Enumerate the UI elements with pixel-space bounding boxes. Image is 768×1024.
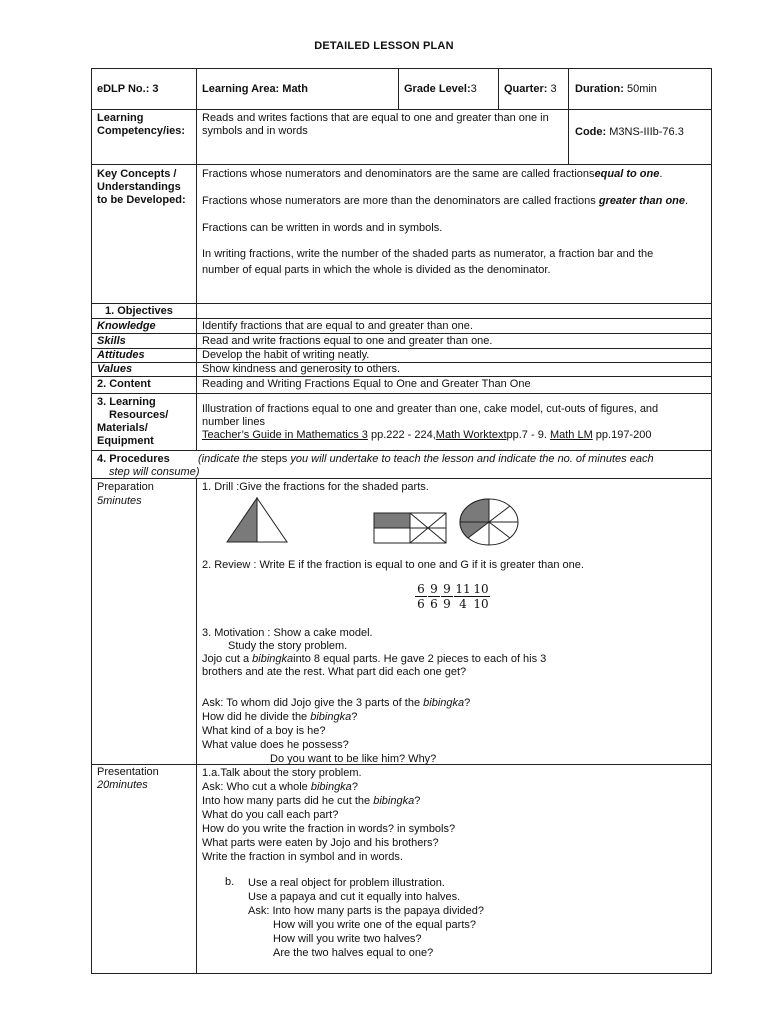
- story-line: [202, 653, 707, 666]
- sub-step-line: Use a real object for problem illustration.: [248, 877, 445, 889]
- sub-step-line: How will you write two halves?: [273, 933, 422, 945]
- presentation-line: 1.a.Talk about the story problem.: [202, 767, 362, 779]
- reference-pages: pp.222 - 224,: [367, 429, 436, 441]
- sub-step-line: Use a papaya and cut it equally into halves.: [248, 891, 461, 903]
- story-bibingka: bibingka: [252, 653, 294, 665]
- motivation-line: 3. Motivation : Show a cake model.: [202, 627, 373, 639]
- competency-label: [97, 112, 185, 138]
- fraction-denominator: 6: [417, 597, 425, 611]
- objective-text-skills: Read and write fractions equal to one and greater than one.: [202, 335, 493, 347]
- resources-line: number lines: [202, 416, 265, 428]
- study-line: Study the story problem.: [228, 640, 348, 652]
- question-text: ?: [464, 697, 471, 709]
- key-concept-1-text: Fractions whose numerators and denominators are the same are called fractions: [202, 168, 595, 180]
- objective-text-values: Show kindness and generosity to others.: [202, 363, 401, 375]
- presentation-minutes: 20minutes: [97, 779, 148, 791]
- presentation-text: Into how many parts did he cut the: [202, 795, 374, 807]
- presentation-line: Write the fraction in symbol and in words.: [202, 851, 403, 863]
- review-fraction: [414, 582, 428, 611]
- drill-instruction: 1. Drill :Give the fractions for the shaded parts.: [202, 481, 429, 493]
- triangle-fraction-figure: [226, 497, 288, 543]
- presentation-line: What parts were eaten by Jojo and his brothers?: [202, 837, 439, 849]
- key-concepts-label-line: Understandings: [97, 181, 181, 193]
- competency-text-line: symbols and in words: [202, 125, 308, 137]
- question-line: [202, 710, 707, 724]
- triangle-unshaded-half: [257, 498, 287, 542]
- presentation-line: What do you call each part?: [202, 809, 339, 821]
- question-line: Do you want to be like him? Why?: [270, 753, 437, 765]
- code-value: M3NS-IIIb-76.3: [609, 126, 684, 138]
- resources-line: Illustration of fractions equal to one and greater than one, cake model, cut-outs of figures, and: [202, 403, 659, 415]
- sub-step-line: Are the two halves equal to one?: [273, 947, 434, 959]
- key-concept-2-emphasis: greater than one: [598, 195, 685, 207]
- procedures-note-text: (indicate the: [198, 453, 261, 465]
- presentation-steps: [202, 766, 707, 864]
- fraction-denominator: 10: [473, 597, 489, 611]
- presentation-text: Ask: Who cut a whole: [202, 781, 311, 793]
- preparation-label: Preparation: [97, 481, 154, 493]
- key-concept-2-end: .: [685, 195, 689, 207]
- competency-label-line: Competency/ies:: [97, 125, 186, 137]
- resources-label-line: Materials/: [97, 422, 148, 434]
- competency-text-line: Reads and writes factions that are equal to one and greater than one in: [202, 112, 549, 124]
- question-text: ?: [351, 711, 358, 723]
- presentation-text: ?: [351, 781, 358, 793]
- key-concepts-label-line: to be Developed:: [97, 194, 186, 206]
- key-concept-2: [202, 195, 707, 208]
- key-concept-1-emphasis: equal to one: [594, 168, 660, 180]
- objective-label-knowledge: Knowledge: [97, 320, 156, 332]
- review-fraction: [427, 582, 441, 611]
- review-instruction: 2. Review : Write E if the fraction is equal to one and G if it is greater than one.: [202, 559, 584, 571]
- quarter-label: Quarter:: [504, 83, 548, 95]
- content-label: 2. Content: [97, 378, 151, 390]
- key-concept-1: [202, 168, 707, 181]
- sub-step-marker: b.: [225, 876, 235, 888]
- duration-value: 50min: [626, 83, 657, 95]
- objective-text-knowledge: Identify fractions that are equal to and greater than one.: [202, 320, 473, 332]
- resources-label: [97, 396, 168, 448]
- resources-text: [202, 403, 658, 442]
- triangle-shaded-half: [227, 498, 257, 542]
- question-text: How did he divide the: [202, 711, 311, 723]
- question-text: Ask: To whom did Jojo give the 3 parts of the: [202, 697, 424, 709]
- grade-level-label: Grade Level:: [404, 83, 471, 95]
- fraction-numerator: 6: [417, 582, 425, 596]
- resources-label-line: 3. Learning: [97, 396, 156, 408]
- motivation-block: [202, 627, 707, 679]
- fraction-denominator: 4: [459, 597, 467, 611]
- question-bibingka: bibingka: [423, 697, 465, 709]
- content-text: Reading and Writing Fractions Equal to One and Greater Than One: [202, 378, 531, 390]
- duration-label: Duration:: [575, 83, 624, 95]
- quarter-value: 3: [550, 83, 557, 95]
- document-title: DETAILED LESSON PLAN: [314, 40, 454, 52]
- duration: [575, 83, 657, 95]
- fraction-numerator: 9: [443, 582, 451, 596]
- reference-pages: pp.7 - 9.: [506, 429, 550, 441]
- key-concepts-label-line: Key Concepts /: [97, 168, 177, 180]
- presentation-bibingka: bibingka: [310, 781, 352, 793]
- fraction-numerator: 9: [430, 582, 438, 596]
- fraction-numerator: 10: [473, 582, 489, 596]
- sub-step-line: How will you write one of the equal parts?: [273, 919, 476, 931]
- competency-code: [575, 126, 684, 138]
- question-line: [202, 696, 707, 710]
- review-fraction: [471, 582, 491, 611]
- key-concept-3: Fractions can be written in words and in symbols.: [202, 222, 443, 234]
- procedures-label: 4. Procedures: [97, 453, 170, 465]
- presentation-line: [202, 780, 707, 794]
- procedures-note: [198, 453, 654, 465]
- review-fraction: [440, 582, 454, 611]
- fraction-denominator: 9: [443, 597, 451, 611]
- procedures-note-steps: steps: [260, 453, 288, 465]
- key-concepts-label: [97, 168, 186, 207]
- objective-text-attitudes: Develop the habit of writing neatly.: [202, 349, 370, 361]
- presentation-line: [202, 794, 707, 808]
- review-fraction: [453, 582, 473, 611]
- question-line: What value does he possess?: [202, 739, 349, 751]
- presentation-text: ?: [414, 795, 421, 807]
- objective-label-attitudes: Attitudes: [97, 349, 145, 361]
- motivation-questions: [202, 696, 707, 766]
- preparation-minutes: 5minutes: [97, 495, 142, 507]
- reference-teachers-guide: Teacher’s Guide in Mathematics 3: [202, 429, 368, 441]
- grade-level: [404, 83, 477, 95]
- story-text: into 8 equal parts. He gave 2 pieces to each of his 3: [293, 653, 547, 665]
- procedures-note-text: you will undertake to teach the lesson and indicate the no. of minutes each: [287, 453, 654, 465]
- reference-worktext: Math Worktext: [435, 429, 507, 441]
- reference-math-lm: Math LM: [549, 429, 593, 441]
- circle-shaded-sector: [460, 499, 489, 522]
- circle-fraction-figure: [458, 497, 520, 547]
- reference-pages: pp.197-200: [592, 429, 652, 441]
- procedures-note-continued: step will consume): [109, 466, 200, 478]
- resources-label-line: Equipment: [97, 435, 154, 447]
- rectangle-shaded-part: [374, 513, 410, 528]
- key-concept-4-line: In writing fractions, write the number of the shaded parts as numerator, a fraction bar and the: [202, 248, 654, 260]
- objective-label-values: Values: [97, 363, 133, 375]
- learning-area: Learning Area: Math: [202, 83, 308, 95]
- competency-label-line: Learning: [97, 112, 144, 124]
- resources-references: [202, 429, 658, 442]
- story-text: Jojo cut a: [202, 653, 253, 665]
- key-concept-2-text: Fractions whose numerators are more than the denominators are called fractions: [202, 195, 596, 207]
- resources-label-line: Resources/: [109, 409, 169, 421]
- edlp-number: eDLP No.: 3: [97, 83, 159, 95]
- sub-step-line: Ask: Into how many parts is the papaya divided?: [248, 905, 485, 917]
- code-label: Code:: [575, 126, 607, 138]
- presentation-line: How do you write the fraction in words? in symbols?: [202, 823, 456, 835]
- fraction-numerator: 11: [455, 582, 471, 596]
- sub-step-b: [248, 876, 703, 960]
- objective-label-skills: Skills: [97, 335, 126, 347]
- rectangle-fraction-figure: [373, 512, 447, 544]
- objectives-heading: 1. Objectives: [105, 305, 173, 317]
- question-line: What kind of a boy is he?: [202, 725, 326, 737]
- key-concept-4: [202, 248, 653, 277]
- presentation-label: Presentation: [97, 766, 159, 778]
- story-line: brothers and ate the rest. What part did each one get?: [202, 666, 467, 678]
- grade-level-value: 3: [470, 83, 477, 95]
- question-bibingka: bibingka: [310, 711, 352, 723]
- fraction-denominator: 6: [430, 597, 438, 611]
- presentation-bibingka: bibingka: [373, 795, 415, 807]
- key-concept-1-end: .: [659, 168, 663, 180]
- quarter: [504, 83, 557, 95]
- competency-text: [202, 112, 549, 138]
- key-concept-4-line: number of equal parts in which the whole is divided as the denominator.: [202, 264, 551, 276]
